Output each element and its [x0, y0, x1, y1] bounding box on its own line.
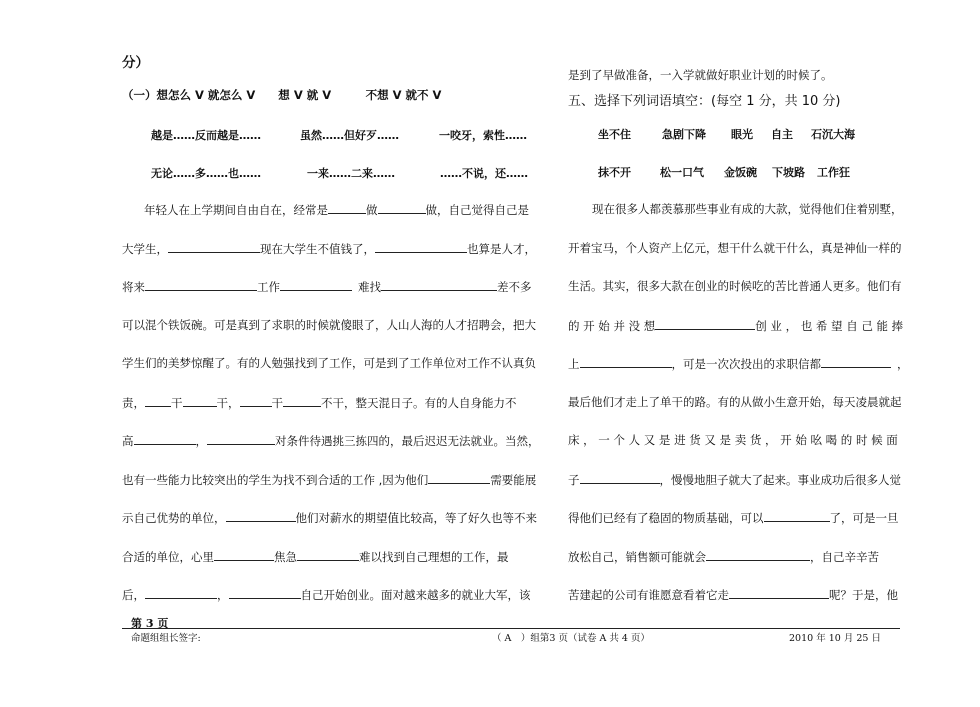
blank[interactable] [214, 549, 274, 561]
blank[interactable] [328, 202, 366, 214]
passage-line: 学生们的美梦惊醒了。有的人勉强找到了工作，可是到了工作单位对工作不认真负 [122, 356, 536, 370]
passage-line: 合适的单位，心里 焦急 难以找到自己理想的工作，最 [122, 550, 509, 564]
option: ……不说，还…… [440, 167, 528, 180]
option: 坐不住 [598, 128, 631, 141]
signer-label: 命题组组长签字: [131, 633, 201, 644]
right-top-line: 是到了早做准备，一入学就做好职业计划的时候了。 [568, 68, 833, 82]
blank[interactable] [280, 279, 352, 291]
blank[interactable] [226, 510, 296, 522]
blank[interactable] [145, 587, 217, 599]
passage-line: 也有一些能力比较突出的学生为找不到合适的工作 ,因为他们 需要能展 [122, 473, 537, 487]
blank[interactable] [428, 472, 490, 484]
passage-line: 现在很多人都羡慕那些事业有成的大款，觉得他们住着别墅， [592, 202, 903, 216]
option: 无论……多……也…… [151, 167, 261, 180]
passage-line: 高 ， 对条件待遇挑三拣四的，最后迟迟无法就业。当然， [122, 434, 540, 448]
passage-line: 责， 干 干， 干 不干，整天混日子。有的人自身能力不 [122, 396, 517, 410]
blank[interactable] [283, 395, 321, 407]
passage-line: 放松自己，销售额可能就会 ，自己辛辛苦 [568, 550, 879, 564]
option: 越是……反而越是…… [151, 129, 261, 142]
blank[interactable] [183, 395, 217, 407]
option: 抹不开 [598, 166, 631, 179]
passage-line: 的 开 始 并 没 想 创 业 ， 也 希 望 自 己 能 捧 [568, 319, 904, 333]
footer-center-info: （ A ）组第3 页（试卷 A 共 4 页） [492, 633, 650, 644]
blank[interactable] [580, 356, 672, 368]
blank[interactable] [229, 587, 301, 599]
passage-line: 最后他们才走上了单干的路。有的从做小生意开始，每天凌晨就起 [568, 395, 902, 409]
blank[interactable] [240, 395, 272, 407]
option: 工作狂 [817, 166, 850, 179]
passage-line: 后， ， 自己开始创业。面对越来越多的就业大军，该 [122, 588, 531, 602]
passage-line: 示自己优势的单位， 他们对薪水的期望值比较高，等了好久也等不来 [122, 511, 537, 525]
left-top-fragment: 分） [122, 55, 149, 71]
option: 眼光 [731, 128, 753, 141]
blank[interactable] [764, 510, 830, 522]
passage-line: 得他们已经有了稳固的物质基础，可以 了，可是一旦 [568, 511, 899, 525]
footer-divider [122, 628, 900, 629]
passage-line: 床 ， 一 个 人 又 是 进 货 又 是 卖 货 ， 开 始 吆 喝 的 时 候 面 [568, 433, 898, 447]
blank[interactable] [134, 433, 196, 445]
blank[interactable] [145, 395, 171, 407]
passage-line: 苦建起的公司有谁愿意看着它走 呢？于是，他 [568, 588, 898, 602]
option: 下坡路 [772, 166, 805, 179]
blank[interactable] [378, 202, 426, 214]
blank[interactable] [381, 279, 497, 291]
option: 一咬牙，索性…… [439, 129, 527, 142]
blank[interactable] [655, 318, 755, 330]
passage-line: 生活。其实，很多大款在创业的时候吃的苦比普通人更多。他们有 [568, 279, 902, 293]
blank[interactable] [729, 587, 829, 599]
blank[interactable] [207, 433, 275, 445]
passage-line: 年轻人在上学期间自由自在，经常是 做 做，自己觉得自己是 [144, 203, 529, 217]
option: 急剧下降 [662, 128, 706, 141]
blank[interactable] [297, 549, 359, 561]
blank[interactable] [580, 472, 660, 484]
passage-line: 子 ，慢慢地胆子就大了起来。事业成功后很多人觉 [568, 473, 901, 487]
blank[interactable] [168, 241, 260, 253]
page-number-label: 第 3 页 [131, 617, 169, 630]
passage-line: 上 ，可是一次次投出的求职信都 ， [568, 357, 909, 371]
left-section-heading: （一）想怎么 V 就怎么 V 想 V 就 V 不想 V 就不 V [122, 88, 442, 102]
blank[interactable] [706, 549, 810, 561]
option: 金饭碗 [724, 166, 757, 179]
passage-line: 可以混个铁饭碗。可是真到了求职的时候就傻眼了，人山人海的人才招聘会，把大 [122, 318, 536, 332]
option: 自主 [771, 128, 793, 141]
passage-line: 开着宝马，个人资产上亿元，想干什么就干什么，真是神仙一样的 [568, 241, 902, 255]
blank[interactable] [821, 356, 891, 368]
blank[interactable] [375, 241, 467, 253]
blank[interactable] [145, 279, 257, 291]
passage-line: 将来 工作 难找 差不多 [122, 280, 532, 294]
footer-date: 2010 年 10 月 25 日 [789, 633, 881, 644]
passage-line: 大学生， 现在大学生不值钱了， 也算是人才， [122, 242, 536, 256]
option: 一来……二来…… [307, 167, 395, 180]
right-section-heading: 五、选择下列词语填空：(每空 1 分，共 10 分) [568, 94, 841, 109]
option: 虽然……但好歹…… [300, 129, 399, 142]
option: 石沉大海 [811, 128, 855, 141]
option: 松一口气 [660, 166, 704, 179]
